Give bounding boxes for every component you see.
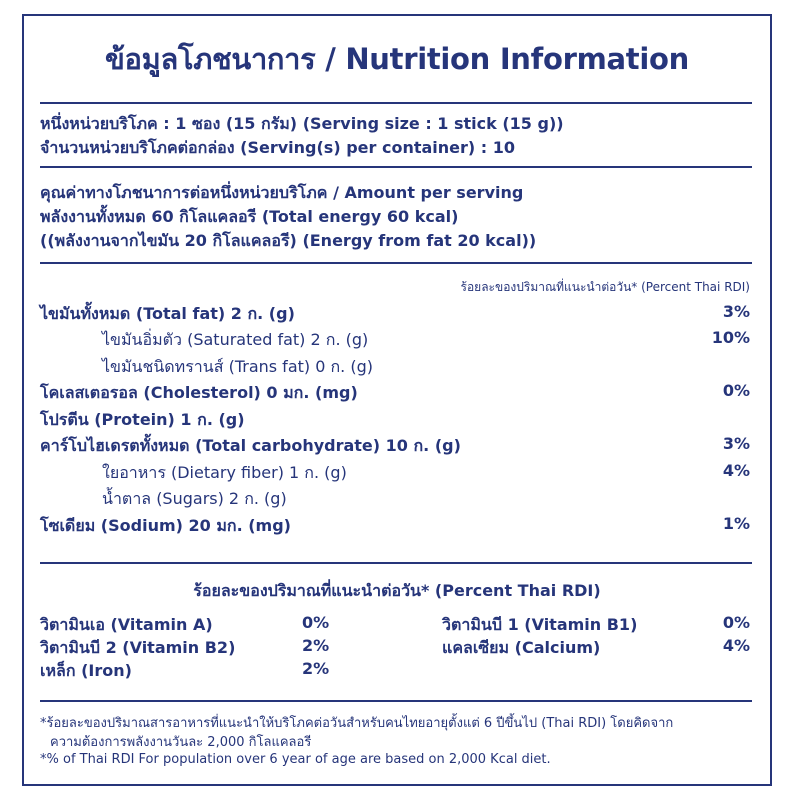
footnote-thai-line-2: ความต้องการพลังงานวันละ 2,000 กิโลแคลอรี bbox=[50, 735, 312, 750]
nutrient-row-protein bbox=[40, 408, 750, 430]
amount-per-serving-header: คุณค่าทางโภชนาการต่อหนึ่งหน่วยบริโภค / Amount per serving bbox=[40, 183, 524, 202]
nutrient-row-cholesterol bbox=[40, 381, 750, 403]
nutrient-percent: 0% bbox=[722, 381, 750, 400]
nutrient-label: ใยอาหาร (Dietary fiber) 1 ก. (g) bbox=[102, 463, 347, 482]
vitamin-a-name: วิตามินเอ (Vitamin A) bbox=[40, 615, 213, 634]
divider bbox=[40, 262, 752, 264]
nutrient-row-dietary-fiber bbox=[40, 461, 750, 483]
nutrient-label: ไขมันชนิดทรานส์ (Trans fat) 0 ก. (g) bbox=[102, 357, 373, 376]
nutrient-percent: 1% bbox=[722, 514, 750, 533]
energy-from-fat-text: ((พลังงานจากไขมัน 20 กิโลแคลอรี) (Energy from fat 20 kcal)) bbox=[40, 231, 537, 250]
iron-percent: 2% bbox=[302, 659, 330, 678]
nutrient-percent: 10% bbox=[711, 328, 750, 347]
vitamin-b1-percent: 0% bbox=[722, 613, 750, 632]
nutrient-row-sodium bbox=[40, 514, 750, 536]
nutrition-label-panel bbox=[22, 14, 772, 786]
divider bbox=[40, 562, 752, 564]
nutrient-row-trans-fat bbox=[40, 355, 750, 377]
nutrient-label: คาร์โบไฮเดรตทั้งหมด (Total carbohydrate) 10 ก. (g) bbox=[40, 436, 461, 455]
divider bbox=[40, 700, 752, 702]
nutrient-row-total-carbohydrate bbox=[40, 434, 750, 456]
footnote-english: *% of Thai RDI For population over 6 year of age are based on 2,000 Kcal diet. bbox=[40, 752, 551, 767]
nutrient-percent: 3% bbox=[722, 434, 750, 453]
nutrient-row-sugars bbox=[40, 487, 750, 509]
nutrient-label: ไขมันอิ่มตัว (Saturated fat) 2 ก. (g) bbox=[102, 330, 369, 349]
nutrient-row-total-fat bbox=[40, 302, 750, 324]
vitamin-b2-name: วิตามินบี 2 (Vitamin B2) bbox=[40, 638, 236, 657]
calcium-name: แคลเซียม (Calcium) bbox=[442, 638, 601, 657]
servings-per-container-text: จำนวนหน่วยบริโภคต่อกล่อง (Serving(s) per container) : 10 bbox=[40, 138, 516, 157]
nutrient-percent: 4% bbox=[722, 461, 750, 480]
divider bbox=[40, 166, 752, 168]
nutrient-label: ไขมันทั้งหมด (Total fat) 2 ก. (g) bbox=[40, 304, 295, 323]
nutrient-percent: 3% bbox=[722, 302, 750, 321]
iron-name: เหล็ก (Iron) bbox=[40, 661, 132, 680]
footnote-thai-line-1: *ร้อยละของปริมาณสารอาหารที่แนะนำให้บริโภคต่อวันสำหรับคนไทยอายุตั้งแต่ 6 ปีขึ้นไป (Thai RDI) โดยคิดจาก bbox=[40, 716, 674, 731]
vitamin-b2-percent: 2% bbox=[302, 636, 330, 655]
vitamin-b1-name: วิตามินบี 1 (Vitamin B1) bbox=[442, 615, 638, 634]
vitamins-rdi-header: ร้อยละของปริมาณที่แนะนำต่อวัน* (Percent Thai RDI) bbox=[193, 581, 601, 600]
nutrient-label: โซเดียม (Sodium) 20 มก. (mg) bbox=[40, 516, 291, 535]
nutrient-label: น้ำตาล (Sugars) 2 ก. (g) bbox=[102, 489, 287, 508]
nutrient-label: โปรตีน (Protein) 1 ก. (g) bbox=[40, 410, 245, 429]
page-title: ข้อมูลโภชนาการ / Nutrition Information bbox=[105, 42, 689, 76]
vitamin-a-percent: 0% bbox=[302, 613, 330, 632]
serving-size-text: หนึ่งหน่วยบริโภค : 1 ซอง (15 กรัม) (Serving size : 1 stick (15 g)) bbox=[40, 114, 564, 133]
nutrient-row-saturated-fat bbox=[40, 328, 750, 350]
divider bbox=[40, 102, 752, 104]
calcium-percent: 4% bbox=[722, 636, 750, 655]
total-energy-text: พลังงานทั้งหมด 60 กิโลแคลอรี (Total energy 60 kcal) bbox=[40, 207, 459, 226]
rdi-column-note: ร้อยละของปริมาณที่แนะนำต่อวัน* (Percent Thai RDI) bbox=[460, 280, 750, 294]
nutrient-label: โคเลสเตอรอล (Cholesterol) 0 มก. (mg) bbox=[40, 383, 358, 402]
